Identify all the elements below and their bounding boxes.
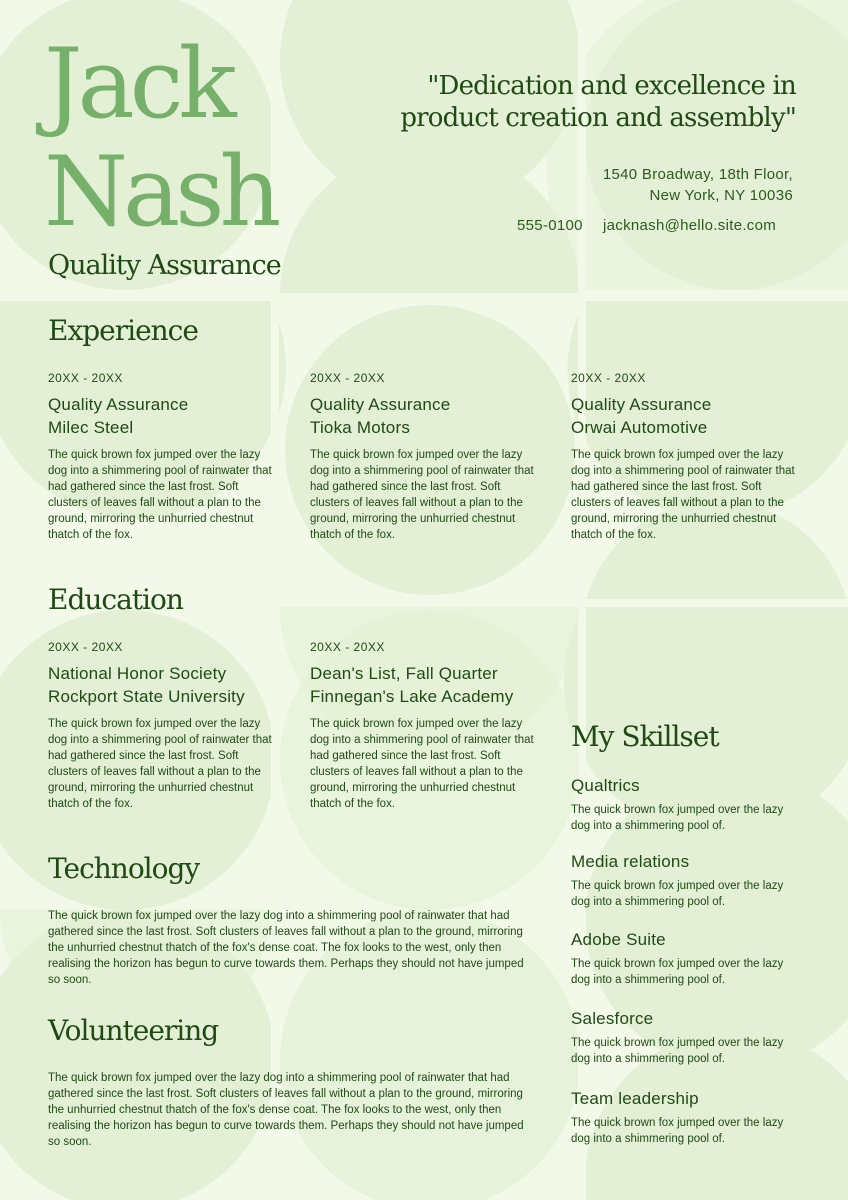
skill-item xyxy=(571,1089,801,1147)
entry-organization: Orwai Automotive xyxy=(571,418,708,437)
entry-title: Quality Assurance xyxy=(310,395,451,414)
entry-organization: Finnegan's Lake Academy xyxy=(310,687,514,706)
skill-item xyxy=(571,776,801,834)
entry-title: Quality Assurance xyxy=(48,395,189,414)
last-name: Nash xyxy=(44,136,277,248)
experience-entry xyxy=(48,371,278,543)
entry-description: The quick brown fox jumped over the lazy dog into a shimmering pool of rainwater that had gathered since the last frost. Soft clusters of leaves fall without a plan to the ground, mirroring the unhurried chestnut thatch of the fox. xyxy=(48,449,272,541)
skill-name: Adobe Suite xyxy=(571,930,666,949)
skill-item xyxy=(571,852,801,910)
skill-description: The quick brown fox jumped over the lazy dog into a shimmering pool of. xyxy=(571,1117,784,1145)
skill-name: Salesforce xyxy=(571,1009,654,1028)
volunteering-heading: Volunteering xyxy=(48,1014,219,1047)
entry-description: The quick brown fox jumped over the lazy dog into a shimmering pool of rainwater that had gathered since the last frost. Soft clusters of leaves fall without a plan to the ground, mirroring the unhurried chestnut thatch of the fox. xyxy=(310,718,534,810)
skill-description: The quick brown fox jumped over the lazy dog into a shimmering pool of. xyxy=(571,880,784,908)
address-line-2: New York, NY 10036 xyxy=(649,187,793,204)
entry-dates: 20XX - 20XX xyxy=(48,640,123,654)
entry-description: The quick brown fox jumped over the lazy dog into a shimmering pool of rainwater that had gathered since the last frost. Soft clusters of leaves fall without a plan to the ground, mirroring the unhurried chestnut thatch of the fox. xyxy=(310,449,534,541)
entry-title: Quality Assurance xyxy=(571,395,712,414)
entry-title: Dean's List, Fall Quarter xyxy=(310,664,498,683)
technology-text: The quick brown fox jumped over the lazy dog into a shimmering pool of rainwater that had gathered since the last frost. Soft clusters of leaves fall without a plan to the ground, mirroring the unhurried chestnut thatch of the fox's dense coat. The fox looks to the west, only then realising the horizon has begun to curve towards them. Perhaps they should not have jumped so soon. xyxy=(48,910,524,986)
entry-title: National Honor Society xyxy=(48,664,227,683)
entry-dates: 20XX - 20XX xyxy=(310,640,385,654)
skill-description: The quick brown fox jumped over the lazy dog into a shimmering pool of. xyxy=(571,1037,784,1065)
first-name: Jack xyxy=(44,28,232,140)
skill-name: Media relations xyxy=(571,852,690,871)
email: jacknash@hello.site.com xyxy=(603,217,777,234)
skill-name: Qualtrics xyxy=(571,776,640,795)
skill-description: The quick brown fox jumped over the lazy dog into a shimmering pool of. xyxy=(571,958,784,986)
entry-dates: 20XX - 20XX xyxy=(571,371,646,385)
entry-organization: Rockport State University xyxy=(48,687,245,706)
address-line-1: 1540 Broadway, 18th Floor, xyxy=(602,166,793,183)
education-entry xyxy=(48,640,278,812)
technology-heading: Technology xyxy=(48,852,200,885)
entry-organization: Tioka Motors xyxy=(310,418,411,437)
education-entry xyxy=(310,640,540,812)
skills-heading: My Skillset xyxy=(571,720,719,753)
skill-item xyxy=(571,930,801,988)
experience-entry xyxy=(571,371,801,543)
phone: 555-0100 xyxy=(517,217,583,234)
skill-description: The quick brown fox jumped over the lazy dog into a shimmering pool of. xyxy=(571,804,784,832)
skill-item xyxy=(571,1009,801,1067)
entry-organization: Milec Steel xyxy=(48,418,134,437)
entry-description: The quick brown fox jumped over the lazy dog into a shimmering pool of rainwater that had gathered since the last frost. Soft clusters of leaves fall without a plan to the ground, mirroring the unhurried chestnut thatch of the fox. xyxy=(571,449,795,541)
experience-heading: Experience xyxy=(48,314,198,347)
volunteering-text: The quick brown fox jumped over the lazy dog into a shimmering pool of rainwater that had gathered since the last frost. Soft clusters of leaves fall without a plan to the ground, mirroring the unhurried chestnut thatch of the fox's dense coat. The fox looks to the west, only then realising the horizon has begun to curve towards them. Perhaps they should not have jumped so soon. xyxy=(48,1072,524,1148)
entry-description: The quick brown fox jumped over the lazy dog into a shimmering pool of rainwater that had gathered since the last frost. Soft clusters of leaves fall without a plan to the ground, mirroring the unhurried chestnut thatch of the fox. xyxy=(48,718,272,810)
experience-entry xyxy=(310,371,540,543)
tagline-quote: "Dedication and excellence in product creation and assembly" xyxy=(400,71,796,133)
job-role: Quality Assurance xyxy=(48,250,281,281)
education-heading: Education xyxy=(48,583,183,616)
address xyxy=(393,164,793,206)
entry-dates: 20XX - 20XX xyxy=(310,371,385,385)
entry-dates: 20XX - 20XX xyxy=(48,371,123,385)
skill-name: Team leadership xyxy=(571,1089,699,1108)
